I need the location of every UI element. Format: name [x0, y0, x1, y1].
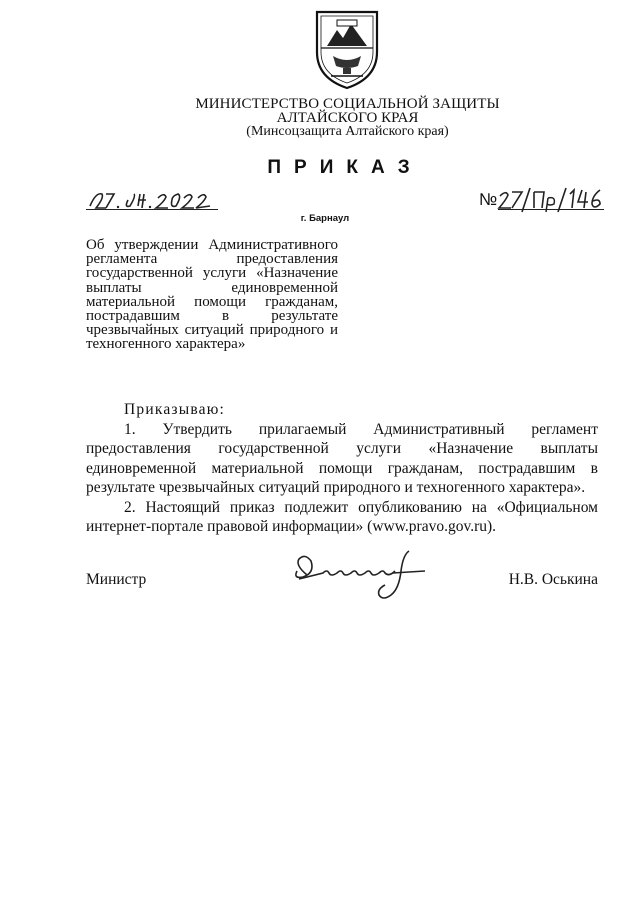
city-name: г. Барнаул: [300, 213, 350, 224]
signatory-position: Министр: [86, 571, 147, 588]
order-body: [86, 400, 598, 537]
coat-of-arms-icon: [313, 8, 381, 92]
date-underline: [86, 209, 218, 210]
org-short-name: (Минсоцзащита Алтайского края): [246, 124, 449, 139]
order-paragraph-2: 2. Настоящий приказ подлежит опубликованию на «Официальном интернет-портале правовой информации» (www.pravo.gov.ru).: [86, 498, 598, 535]
org-name-line1: МИНИСТЕРСТВО СОЦИАЛЬНОЙ ЗАЩИТЫ: [195, 96, 500, 112]
document-type-title: ПРИКАЗ: [267, 157, 423, 178]
order-directive-word: Приказываю:: [124, 401, 226, 418]
order-subject: Об утверждении Административного регламента предоставления государственной услуги «Назначение выплаты единовременной материальной помощи гражданам, пострадавшим в результате чрезвычайных ситуаций природного и техногенного характера»: [86, 237, 338, 353]
order-paragraph-1: 1. Утвердить прилагаемый Административный регламент предоставления государственной услуги «Назначение выплаты единовременной материальной помощи гражданам, пострадавшим в результате чрезвычайных ситуаций природного и техногенного характера».: [86, 420, 598, 496]
handwritten-signature: [285, 545, 435, 607]
number-underline: [498, 209, 604, 210]
signatory-name: Н.В. Оськина: [508, 571, 598, 588]
org-name-line2: АЛТАЙСКОГО КРАЯ: [276, 110, 419, 126]
number-sign: №: [479, 190, 498, 209]
